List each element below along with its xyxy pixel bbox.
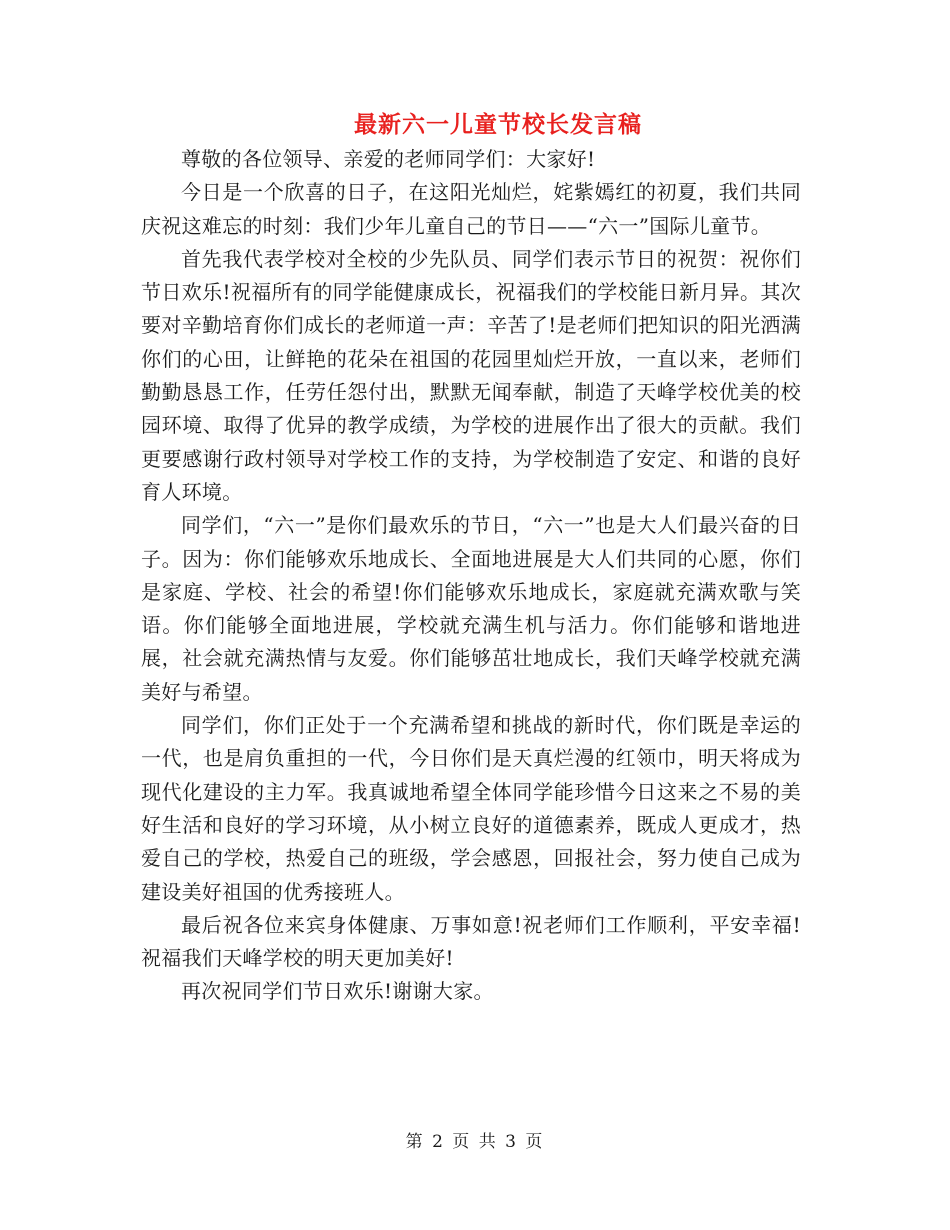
paragraph-thanks: 首先我代表学校对全校的少先队员、同学们表示节日的祝贺：祝你们节日欢乐!祝福所有的同学能健康成长，祝福我们的学校能日新月异。其次要对辛勤培育你们成长的老师道一声：辛苦了!是老师们把知识的阳光洒满你们的心田，让鲜艳的花朵在祖国的花园里灿烂开放，一直以来，老师们勤勤恳恳工作，任劳任怨付出，默默无闻奉献，制造了天峰学校优美的校园环境、取得了优异的教学成绩，为学校的进展作出了很大的贡献。我们更要感谢行政村领导对学校工作的支持，为学校制造了安定、和谐的良好育人环境。 [141, 246, 801, 504]
paragraph-greeting: 尊敬的各位领导、亲爱的老师同学们：大家好! [181, 147, 596, 171]
page-number-footer: 第 2 页 共 3 页 [405, 1132, 545, 1152]
paragraph-closing: 再次祝同学们节日欢乐!谢谢大家。 [181, 979, 494, 1004]
paragraph-wishes: 最后祝各位来宾身体健康、万事如意!祝老师们工作顺利，平安幸福!祝福我们天峰学校的明天更加美好! [141, 912, 801, 971]
document-body [141, 143, 801, 1009]
paragraph-new-era: 同学们，你们正处于一个充满希望和挑战的新时代，你们既是幸运的一代，也是肩负重担的一代，今日你们是天真烂漫的红领巾，明天将成为现代化建设的主力军。我真诚地希望全体同学能珍惜今日这来之不易的美好生活和良好的学习环境，从小树立良好的道德素养，既成人更成才，热爱自己的学校，热爱自己的班级，学会感恩，回报社会，努力使自己成为建设美好祖国的优秀接班人。 [141, 713, 801, 904]
document-title: 最新六一儿童节校长发言稿 [354, 111, 642, 138]
paragraph-opening: 今日是一个欣喜的日子，在这阳光灿烂，姹紫嫣红的初夏，我们共同庆祝这难忘的时刻：我们少年儿童自己的节日——“六一”国际儿童节。 [141, 180, 801, 238]
paragraph-hopes: 同学们，“六一”是你们最欢乐的节日，“六一”也是大人们最兴奋的日子。因为：你们能够欢乐地成长、全面地进展是大人们共同的心愿，你们是家庭、学校、社会的希望!你们能够欢乐地成长，家庭就充满欢歌与笑语。你们能够全面地进展，学校就充满生机与活力。你们能够和谐地进展，社会就充满热情与友爱。你们能够茁壮地成长，我们天峰学校就充满美好与希望。 [141, 513, 801, 704]
